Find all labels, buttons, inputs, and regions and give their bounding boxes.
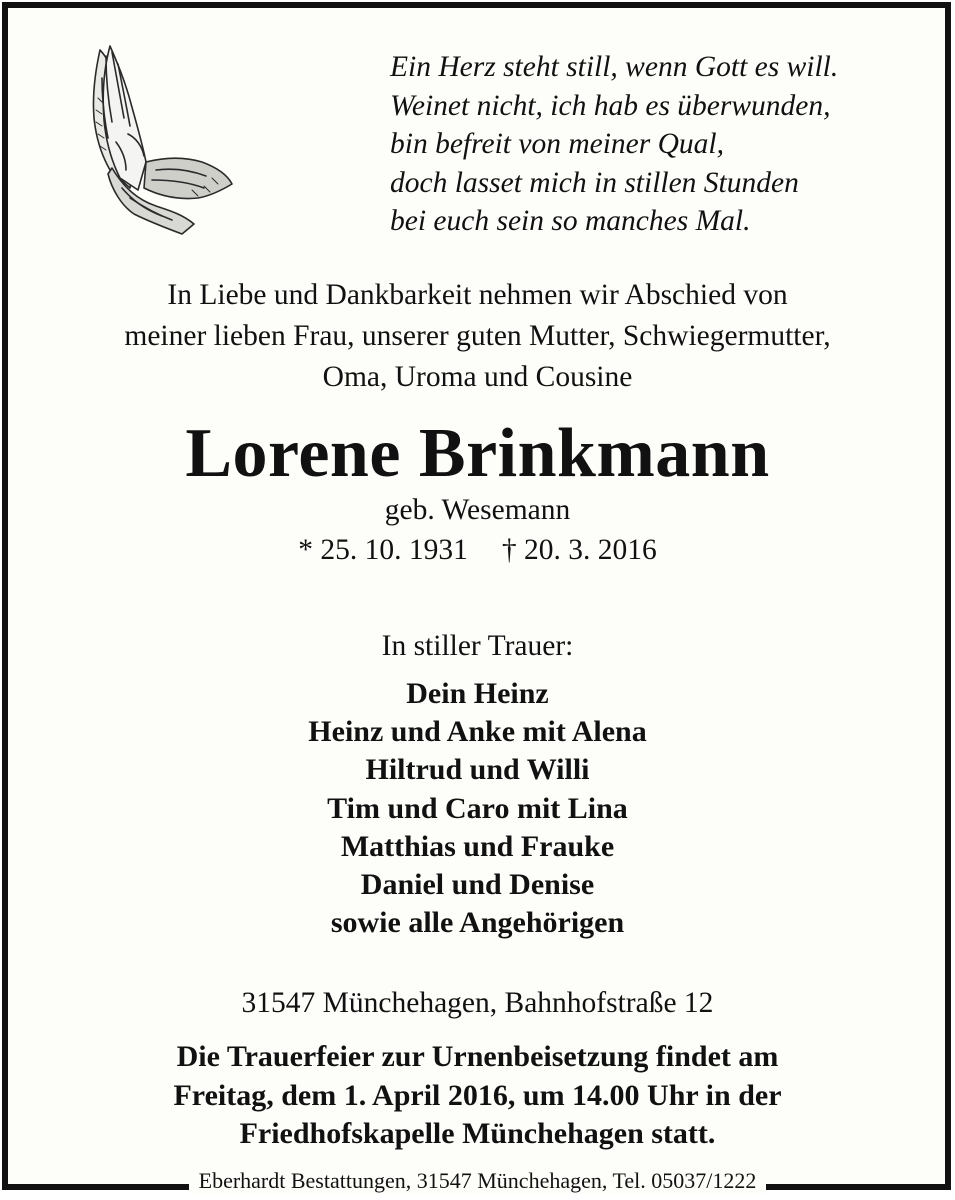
poem-line: bei euch sein so manches Mal. <box>390 205 751 237</box>
mourner-name: Daniel und Denise <box>360 868 595 902</box>
ceremony-line: Freitag, dem 1. April 2016, um 14.00 Uhr in der <box>173 1078 782 1112</box>
death-date: † 20. 3. 2016 <box>501 534 657 566</box>
ceremony-notice <box>0 1038 955 1154</box>
praying-hands-icon <box>72 38 242 238</box>
mourner-name: Dein Heinz <box>406 677 549 710</box>
mourner-name: Hiltrud und Willi <box>365 753 590 787</box>
deceased-name: Lorene Brinkmann <box>185 415 770 492</box>
mourning-heading: In stiller Trauer: <box>381 630 574 662</box>
mourner-name: sowie alle Angehörigen <box>330 906 625 940</box>
mourner-name: Heinz und Anke mit Alena <box>308 715 647 749</box>
mourners-list <box>0 675 955 942</box>
family-address: 31547 Münchehagen, Bahnhofstraße 12 <box>241 987 714 1019</box>
intro-line: In Liebe und Dankbarkeit nehmen wir Abschied von <box>167 279 788 311</box>
ceremony-line: Friedhofskapelle Münchehagen statt. <box>239 1117 716 1150</box>
birth-date: * 25. 10. 1931 <box>298 534 468 566</box>
intro-line: Oma, Uroma und Cousine <box>322 361 633 393</box>
ceremony-line: Die Trauerfeier zur Urnenbeisetzung findet am <box>176 1040 779 1073</box>
poem-line: Weinet nicht, ich hab es überwunden, <box>390 89 831 122</box>
poem-line: doch lasset mich in stillen Stunden <box>390 166 799 199</box>
undertaker-info: Eberhardt Bestattungen, 31547 Münchehagen, Tel. 05037/1222 <box>189 1168 767 1194</box>
intro-line: meiner lieben Frau, unserer guten Mutter, Schwiegermutter, <box>124 320 831 352</box>
undertaker-footer <box>0 1168 955 1194</box>
birth-name: geb. Wesemann <box>384 494 571 526</box>
poem-line: bin befreit von meiner Qual, <box>390 128 724 160</box>
life-dates <box>0 533 955 567</box>
mourner-name: Tim und Caro mit Lina <box>327 791 628 825</box>
intro-text <box>0 275 955 398</box>
poem <box>390 48 930 241</box>
poem-line: Ein Herz steht still, wenn Gott es will. <box>390 51 839 83</box>
mourner-name: Matthias und Frauke <box>340 829 615 863</box>
